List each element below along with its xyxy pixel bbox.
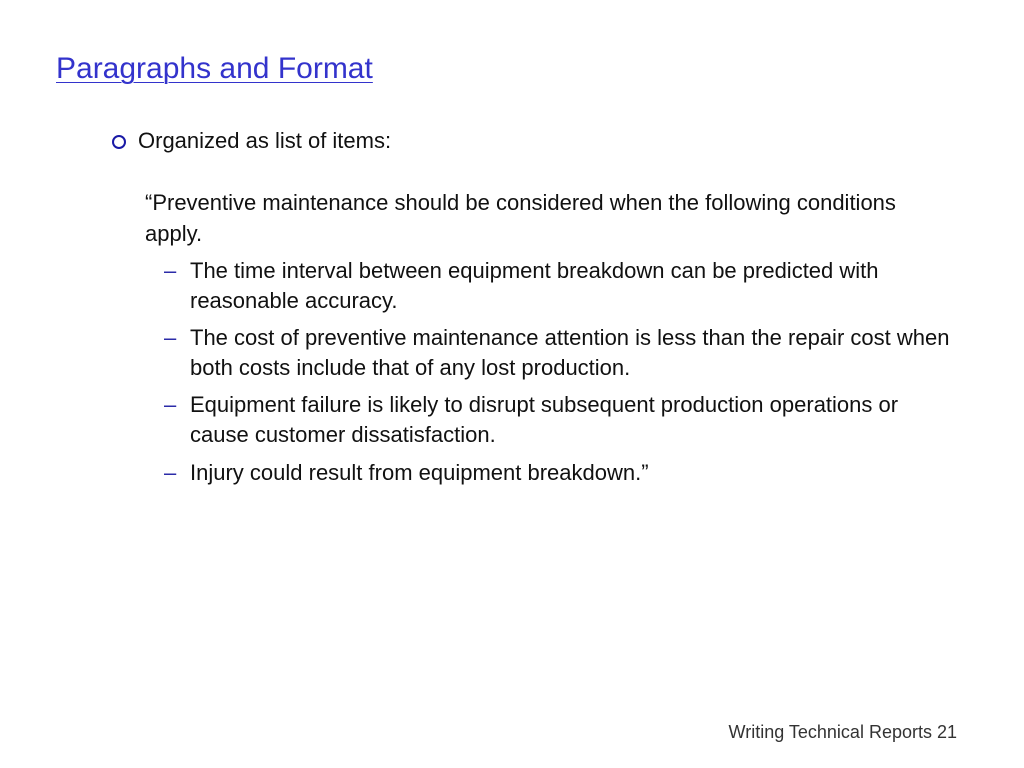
slide-footer: Writing Technical Reports 21: [728, 722, 957, 742]
slide-title: Paragraphs and Format: [56, 52, 373, 85]
list-item-text: The cost of preventive maintenance attention is less than the repair cost when both costs include that of any lost production.: [190, 325, 950, 380]
list-item: [164, 256, 964, 316]
list-item: [164, 323, 964, 383]
hollow-circle-bullet-icon: [112, 135, 126, 149]
dash-marker: –: [164, 392, 177, 417]
bullet-text: Organized as list of items:: [138, 128, 392, 153]
list-item: [164, 390, 964, 450]
dash-marker: –: [164, 258, 177, 283]
list-item: [164, 458, 964, 488]
bullet-item: [112, 126, 391, 156]
dash-marker: –: [164, 325, 177, 350]
quote-paragraph: “Preventive maintenance should be considered when the following conditions apply.: [145, 190, 896, 246]
list-item-text: The time interval between equipment breakdown can be predicted with reasonable accuracy.: [190, 258, 879, 313]
list-item-text: Equipment failure is likely to disrupt subsequent production operations or cause customer dissatisfaction.: [190, 392, 899, 447]
dash-marker: –: [164, 460, 177, 485]
list-item-text: Injury could result from equipment breakdown.”: [190, 460, 649, 485]
